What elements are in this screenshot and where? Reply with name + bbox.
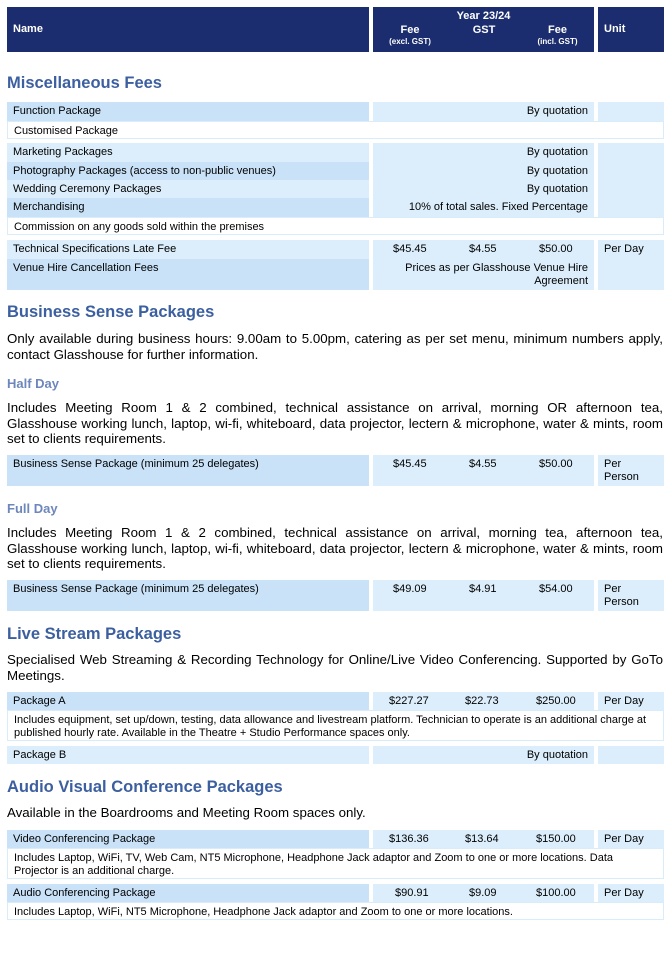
full-day-item-prices (373, 580, 594, 611)
business-intro: Only available during business hours: 9.00am to 5.00pm, catering as per set menu, minimum numbers apply, contact Glasshouse for further information. (7, 331, 663, 362)
half-day-excl: $45.45 (393, 458, 427, 470)
merchandising-name: Merchandising (7, 198, 369, 217)
full-day-item-name: Business Sense Package (minimum 25 delegates) (7, 580, 369, 611)
photography-packages-unit (598, 162, 664, 180)
cancellation-fees-unit (598, 259, 664, 290)
header-fee-excl-note: (excl. GST) (389, 37, 431, 46)
video-conf-gst: $13.64 (465, 833, 499, 845)
package-b-fee: By quotation (373, 746, 594, 764)
audio-conf-incl: $100.00 (536, 887, 576, 899)
half-day-incl: $50.00 (539, 458, 573, 470)
marketing-packages-name: Marketing Packages (7, 143, 369, 162)
header-fee-excl-col (373, 24, 447, 48)
half-day-unit: Per Person (598, 455, 664, 486)
video-conf-description: Includes Laptop, WiFi, TV, Web Cam, NT5 Microphone, Headphone Jack adaptor and Zoom to one or more locations. Data Projector is an additional charge. (7, 848, 664, 879)
half-day-description: Includes Meeting Room 1 & 2 combined, technical assistance on arrival, morning OR afternoon tea, Glasshouse working lunch, laptop, wi-fi, whiteboard, data projector, lectern & microphone, water & mints, room set to clients requirements. (7, 400, 663, 446)
header-unit: Unit (604, 23, 626, 35)
half-day-gst: $4.55 (469, 458, 497, 470)
half-day-item-prices (373, 455, 594, 486)
audio-conf-prices (373, 884, 594, 902)
cancellation-fees-fee: Prices as per Glasshouse Venue Hire Agreement (373, 259, 594, 290)
audio-conf-gst: $9.09 (469, 887, 497, 899)
tech-late-fee-gst: $4.55 (469, 243, 497, 255)
header-fee-excl: Fee (400, 24, 420, 36)
half-day-item-name: Business Sense Package (minimum 25 delegates) (7, 455, 369, 486)
header-name-cell (7, 7, 369, 52)
audio-conf-unit: Per Day (598, 884, 664, 902)
av-intro: Available in the Boardrooms and Meeting Room spaces only. (7, 805, 366, 820)
package-a-description: Includes equipment, set up/down, testing, data allowance and livestream platform. Technician to operate is an additional charge at published hourly rate. Available in the Theatre + Studio Performance spaces only. (7, 710, 664, 741)
package-b-unit (598, 746, 664, 764)
package-a-incl: $250.00 (536, 695, 576, 707)
live-stream-title: Live Stream Packages (7, 625, 182, 643)
package-a-name: Package A (7, 692, 369, 710)
misc-title: Miscellaneous Fees (7, 74, 162, 92)
function-package-fee: By quotation (373, 102, 594, 121)
merchandising-unit (598, 198, 664, 217)
full-day-gst: $4.91 (469, 583, 497, 595)
tech-late-fee-name: Technical Specifications Late Fee (7, 240, 369, 259)
customised-package: Customised Package (7, 121, 664, 139)
package-a-unit: Per Day (598, 692, 664, 710)
live-stream-intro: Specialised Web Streaming & Recording Technology for Online/Live Video Conferencing. Supported by GoTo Meetings. (7, 652, 663, 683)
marketing-packages-unit (598, 143, 664, 162)
full-day-unit: Per Person (598, 580, 664, 611)
full-day-incl: $54.00 (539, 583, 573, 595)
wedding-packages-unit (598, 180, 664, 198)
header-fee-incl: Fee (548, 24, 567, 36)
header-fee-incl-col (521, 24, 594, 48)
header-name: Name (13, 23, 43, 35)
business-title: Business Sense Packages (7, 303, 215, 321)
half-day-title: Half Day (7, 376, 60, 391)
tech-late-fee-prices (373, 240, 594, 259)
header-fee-incl-note: (incl. GST) (537, 37, 578, 46)
commission-note: Commission on any goods sold within the premises (7, 217, 664, 235)
package-b-name: Package B (7, 746, 369, 764)
package-a-prices (373, 692, 594, 710)
audio-conf-name: Audio Conferencing Package (7, 884, 369, 902)
header-year-cell (373, 7, 594, 52)
video-conf-prices (373, 830, 594, 848)
marketing-packages-fee: By quotation (373, 143, 594, 162)
header-unit-cell (598, 7, 664, 52)
photography-packages-name: Photography Packages (access to non-public venues) (7, 162, 369, 180)
wedding-packages-fee: By quotation (373, 180, 594, 198)
header-gst: GST (472, 24, 496, 36)
cancellation-fees-name: Venue Hire Cancellation Fees (7, 259, 369, 290)
video-conf-incl: $150.00 (536, 833, 576, 845)
av-title: Audio Visual Conference Packages (7, 778, 283, 796)
full-day-description: Includes Meeting Room 1 & 2 combined, technical assistance on arrival, morning tea, afternoon tea, Glasshouse working lunch, laptop, wi-fi, whiteboard, data projector, lectern & microphone, water & mints, room set to clients requirements. (7, 525, 663, 571)
video-conf-excl: $136.36 (389, 833, 429, 845)
tech-late-fee-unit: Per Day (598, 240, 664, 259)
tech-late-fee-incl: $50.00 (539, 243, 573, 255)
audio-conf-description: Includes Laptop, WiFi, NT5 Microphone, Headphone Jack adaptor and Zoom to one or more locations. (7, 902, 664, 920)
full-day-excl: $49.09 (393, 583, 427, 595)
package-a-gst: $22.73 (465, 695, 499, 707)
function-package-name: Function Package (7, 102, 369, 121)
package-a-excl: $227.27 (389, 695, 429, 707)
audio-conf-excl: $90.91 (395, 887, 429, 899)
photography-packages-fee: By quotation (373, 162, 594, 180)
merchandising-fee: 10% of total sales. Fixed Percentage (373, 198, 594, 217)
video-conf-name: Video Conferencing Package (7, 830, 369, 848)
video-conf-unit: Per Day (598, 830, 664, 848)
function-package-unit (598, 102, 664, 121)
full-day-title: Full Day (7, 501, 58, 516)
tech-late-fee-excl: $45.45 (393, 243, 427, 255)
header-year: Year 23/24 (456, 10, 511, 22)
wedding-packages-name: Wedding Ceremony Packages (7, 180, 369, 198)
